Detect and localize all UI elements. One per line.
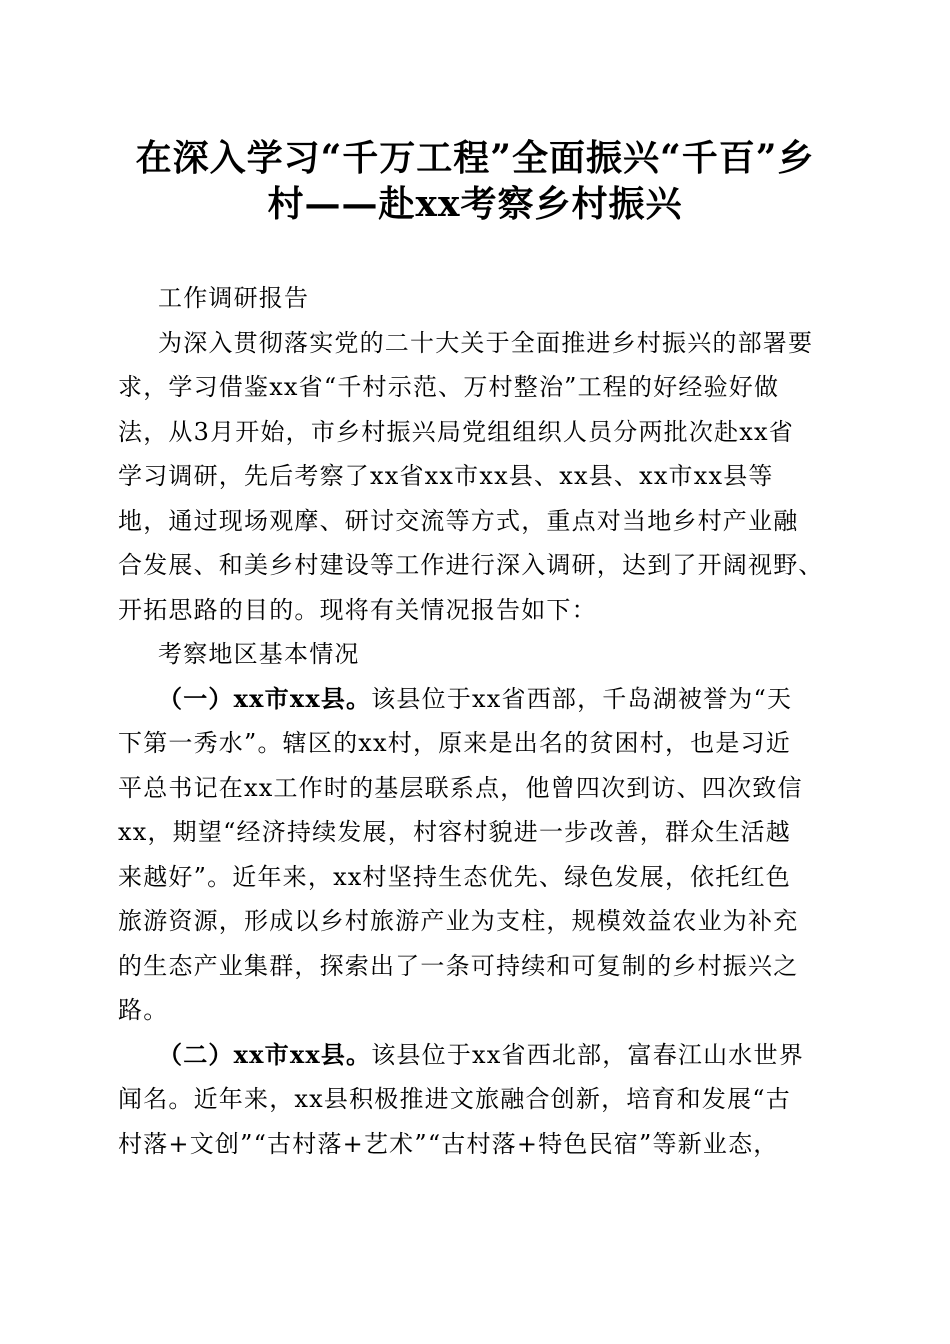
- section-2-line: 闻名。近年来，xx县积极推进文旅融合创新，培育和发展“古: [118, 1085, 791, 1113]
- section-2-first-line: （二）xx市xx县。该县位于xx省西北部，富春江山水世界: [158, 1039, 804, 1069]
- intro-line: 求，学习借鉴xx省“千村示范、万村整治”工程的好经验好做: [118, 373, 780, 401]
- title-line-2: 村——赴xx考察乡村振兴: [267, 183, 683, 225]
- section-heading: 考察地区基本情况: [158, 640, 360, 668]
- intro-line: 地，通过现场观摩、研讨交流等方式，重点对当地乡村产业融: [118, 506, 799, 535]
- section-1-line: 下第一秀水”。辖区的xx村，原来是出名的贫困村，也是习近: [118, 729, 791, 757]
- document-title: [110, 135, 840, 227]
- section-1-line: 旅游资源，形成以乡村旅游产业为支柱，规模效益农业为补充: [118, 907, 799, 935]
- intro-line: 为深入贯彻落实党的二十大关于全面推进乡村振兴的部署要: [158, 328, 814, 357]
- intro-line: 开拓思路的目的。现将有关情况报告如下：: [118, 595, 597, 624]
- intro-line: 合发展、和美乡村建设等工作进行深入调研，达到了开阔视野、: [118, 551, 824, 579]
- intro-line: 法，从3月开始，市乡村振兴局党组组织人员分两批次赴xx省: [118, 417, 794, 446]
- section-1-heading: （一）xx市xx县。: [158, 683, 372, 713]
- section-1-first-line: （一）xx市xx县。该县位于xx省西部，千岛湖被誉为“天: [158, 683, 793, 713]
- intro-paragraph: [118, 321, 828, 633]
- section-2-line: 村落+文创”“古村落+艺术”“古村落+特色民宿”等新业态，: [118, 1129, 779, 1158]
- section-1-line: xx，期望“经济持续发展，村容村貌进一步改善，群众生活越: [118, 818, 791, 846]
- section-2-heading: （二）xx市xx县。: [158, 1039, 372, 1069]
- section-1-line: 平总书记在xx工作时的基层联系点，他曾四次到访、四次致信: [118, 773, 803, 802]
- intro-line: 学习调研，先后考察了xx省xx市xx县、xx县、xx市xx县等: [118, 462, 774, 490]
- subtitle: 工作调研报告: [158, 284, 310, 312]
- section-1-line: 路。: [118, 996, 169, 1024]
- title-line-1: 在深入学习“千万工程”全面振兴“千百”乡: [135, 137, 815, 179]
- section-1-paragraph: [118, 677, 828, 1033]
- section-2-paragraph: [118, 1033, 828, 1167]
- document-body: [118, 276, 828, 1166]
- section-1-line: 来越好”。近年来，xx村坚持生态优先、绿色发展，依托红色: [118, 862, 791, 891]
- section-1-line: 的生态产业集群，探索出了一条可持续和可复制的乡村振兴之: [118, 951, 799, 980]
